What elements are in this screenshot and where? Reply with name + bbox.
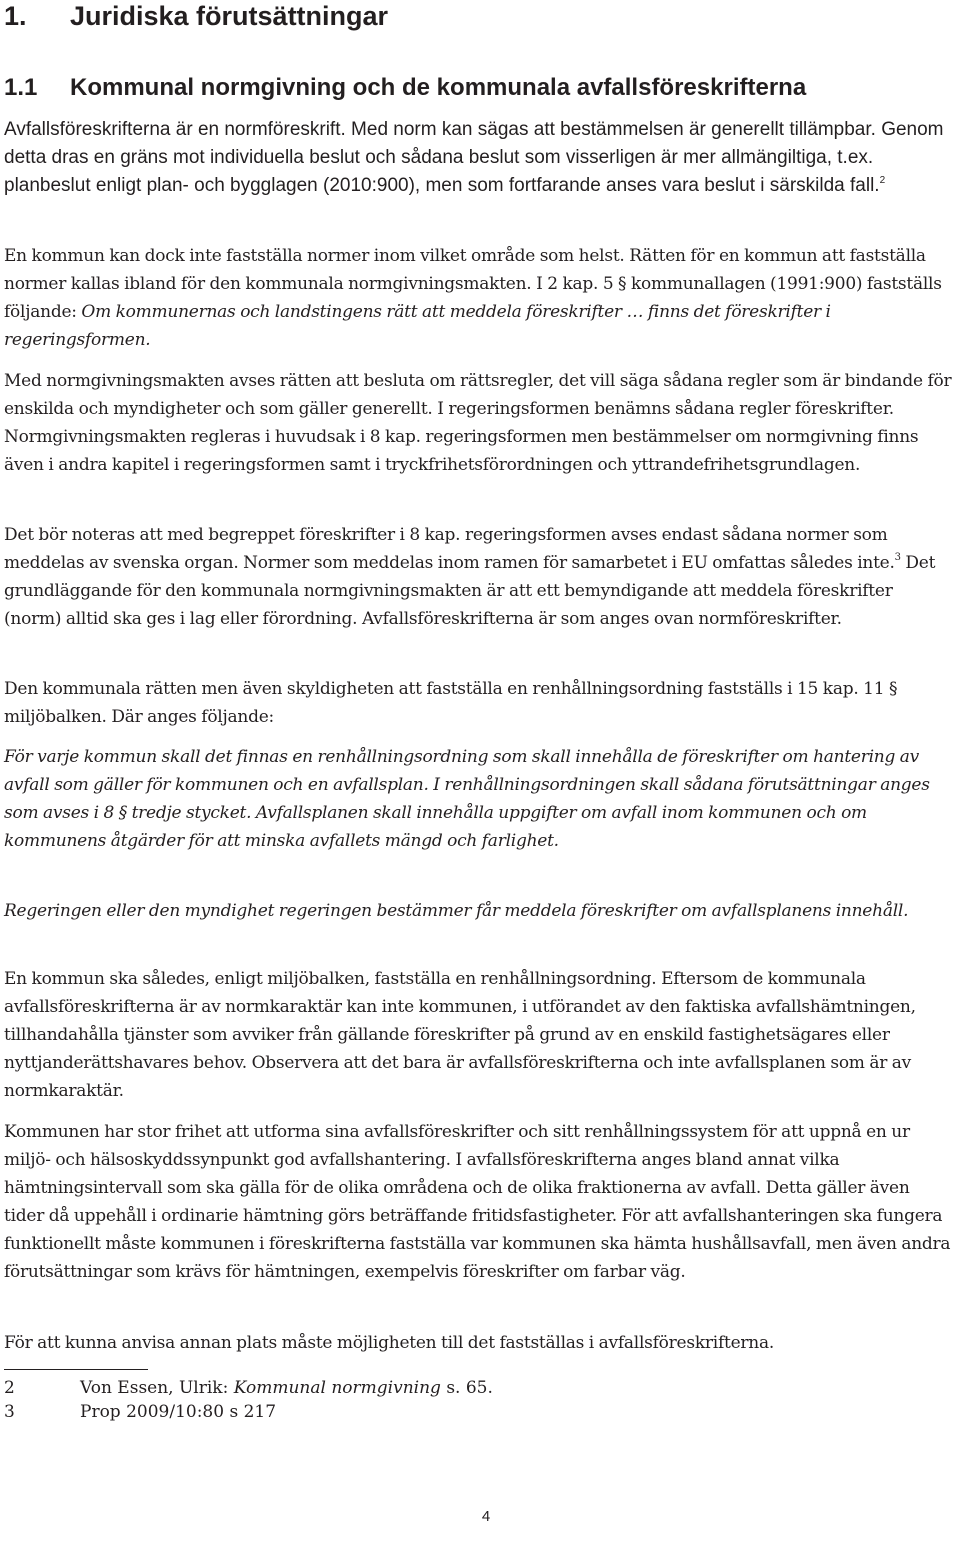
footnote-ref-2: 2: [879, 175, 886, 186]
paragraph-5: Den kommunala rätten men även skyldigheten att fastställa en renhållningsordning fastställs i 15 kap. 11 § miljöbalken. Där anges följande:: [4, 679, 898, 727]
footnote-text-tail: s. 65.: [440, 1378, 493, 1398]
quote-2-text: Regeringen eller den myndighet regeringen bestämmer får meddela föreskrifter om avfallsplanens innehåll.: [4, 901, 909, 921]
paragraph-2-text: En kommun kan dock inte fastställa normer inom vilket område som helst. Rätten för en kommun att fastställa normer kallas ibland för den kommunala normgivningsmakten. I 2 kap. 5 § kommunallagen (1991:900) fastställs följande:: [4, 246, 942, 322]
paragraph-8: En kommun ska således, enligt miljöbalken, fastställa en renhållningsordning. Eftersom de kommunala avfallsföreskrifterna är av normkaraktär kan inte kommunen, i utförandet av den faktiska avfallshämtningen, tillhandahålla tjänster som avviker från gällande föreskrifter på grund av en enskild fastighetsägares eller nyttjanderättshavares behov. Observera att det bara är avfallsföreskrifterna och inte avfallsplanen som är av normkaraktär.: [4, 969, 916, 1101]
quote-paragraph-2: [4, 897, 954, 925]
paragraph-3: Med normgivningsmakten avses rätten att besluta om rättsregler, det vill säga sådana regler som är bindande för enskilda och myndigheter och som gäller generellt. I regeringsformen benämns sådana regler föreskrifter. Normgivningsmakten regleras i huvudsak i 8 kap. regeringsformen men bestämmelser om normgivning finns även i andra kapitel i regeringsformen samt i tryckfrihetsförordningen och yttrandefrihetsgrundlagen.: [4, 371, 952, 475]
chapter-number: 1.: [4, 1, 27, 31]
paragraph-1-text: Avfallsföreskrifterna är en normföreskrift. Med norm kan sägas att bestämmelsen är generellt tillämpbar. Genom detta dras en gräns mot individuella beslut och sådana beslut som visserligen är mer allmängiltiga, t.ex. planbeslut enligt plan- och bygglagen (2010:900), men som fortfarande anses vara beslut i särskilda fall.: [4, 119, 944, 196]
paragraph-4: [4, 521, 954, 633]
footnote-3: [4, 1399, 276, 1425]
paragraph-9: Kommunen har stor frihet att utforma sina avfallsföreskrifter och sitt renhållningssystem för att uppnå en ur miljö- och hälsoskyddssynpunkt god avfallshantering. I avfallsföreskrifterna anges bland annat vilka hämtningsintervall som ska gälla för de olika områdena och de olika fraktionerna av avfall. Detta gäller även tider då uppehåll i ordinarie hämtning görs beträffande fritidsfastigheter. För att avfallshanteringen ska fungera funktionellt måste kommunen i föreskrifterna fastställa var kommunen ska hämta hushållsavfall, men även andra förutsättningar som krävs för hämtningen, exempelvis föreskrifter om farbar väg.: [4, 1122, 951, 1282]
section-title: Kommunal normgivning och de kommunala avfallsföreskrifterna: [70, 74, 807, 101]
chapter-title: Juridiska förutsättningar: [70, 1, 389, 31]
footnote-title: Kommunal normgivning: [233, 1378, 441, 1398]
footnote-divider: [4, 1369, 148, 1370]
footnote-text: Von Essen, Ulrik:: [80, 1378, 234, 1398]
quote-1-text: För varje kommun skall det finnas en renhållningsordning som skall innehålla de föreskrifter om hantering av avfall som gäller för kommunen och en avfallsplan. I renhållningsordningen skall sådana förutsättningar anges som avses i 8 § tredje stycket. Avfallsplanen skall innehålla uppgifter om avfall inom kommunen och om kommunens åtgärder för att minska avfallets mängd och farlighet.: [4, 747, 930, 851]
paragraph-2: [4, 242, 954, 354]
paragraph-2-quote: Om kommunernas och landstingens rätt att meddela föreskrifter … finns det föreskrifter i regeringsformen.: [4, 302, 831, 350]
quote-paragraph-1: [4, 743, 954, 855]
paragraph-1: [4, 116, 954, 200]
footnote-2: [4, 1375, 493, 1401]
footnote-number: 3: [4, 1402, 15, 1422]
paragraph-10: För att kunna anvisa annan plats måste möjligheten till det fastställas i avfallsföreskrifterna.: [4, 1333, 774, 1353]
chapter-heading: [4, 0, 388, 34]
section-heading: [4, 72, 806, 104]
page-number: 4: [481, 1508, 491, 1525]
footnote-text: Prop 2009/10:80 s 217: [80, 1402, 277, 1422]
section-number: 1.1: [4, 74, 38, 101]
footnote-number: 2: [4, 1378, 15, 1398]
paragraph-4-text-b: Det grundläggande för den kommunala normgivningsmakten är att ett bemyndigande att meddela föreskrifter (norm) alltid ska ges i lag eller förordning. Avfallsföreskrifterna är som anges ovan normföreskrifter.: [4, 553, 936, 629]
footnote-ref-3: 3: [894, 552, 901, 563]
paragraph-4-text-a: Det bör noteras att med begreppet föreskrifter i 8 kap. regeringsformen avses endast sådana normer som meddelas av svenska organ. Normer som meddelas inom ramen för samarbetet i EU omfattas således inte.: [4, 525, 895, 573]
